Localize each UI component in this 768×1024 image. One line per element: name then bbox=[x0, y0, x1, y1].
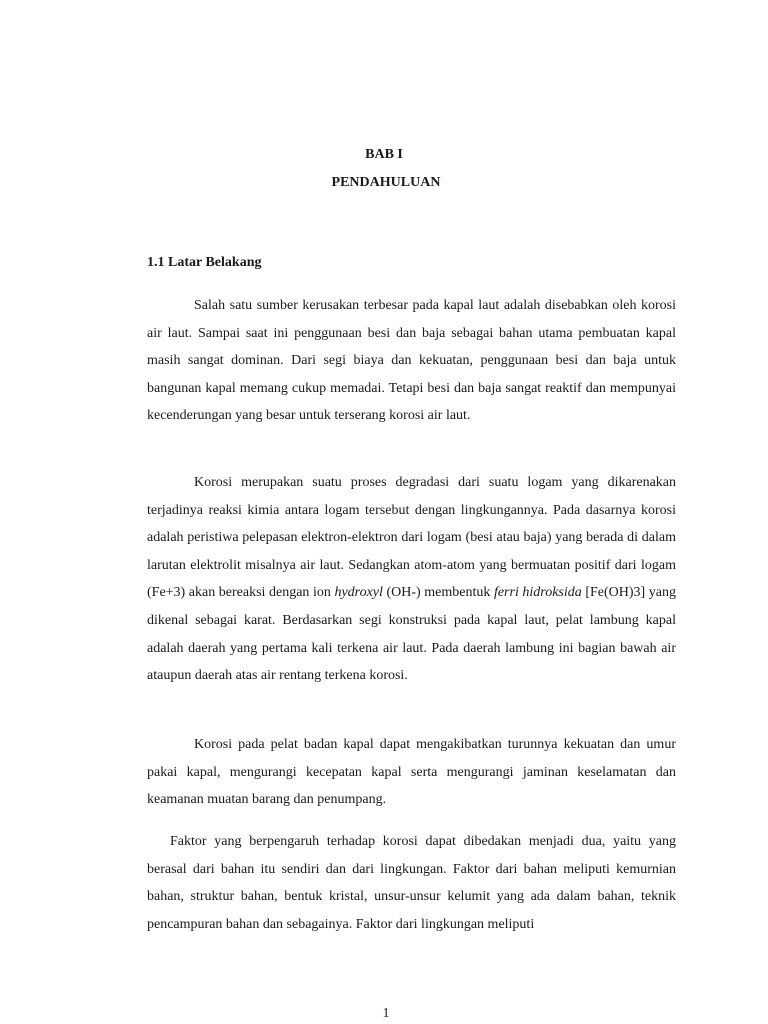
paragraph-2-text-c: [Fe(OH)3] yang dikenal sebagai karat. Berdasarkan segi konstruksi pada kapal laut, pelat lambung kapal adalah daerah yang pertama kali terkena air laut. Pada daerah lambung ini bagian bawah air ataupun daerah atas air rentang terkena korosi. bbox=[147, 585, 676, 684]
paragraph-2 bbox=[147, 469, 676, 690]
paragraph-4: Faktor yang berpengaruh terhadap korosi dapat dibedakan menjadi dua, yaitu yang berasal dari bahan itu sendiri dan dari lingkungan. Faktor dari bahan meliputi kemurnian bahan, struktur bahan, bentuk kristal, unsur-unsur kelumit yang ada dalam bahan, teknik pencampuran bahan dan sebagainya. Faktor dari lingkungan meliputi bbox=[147, 834, 676, 932]
chapter-title: PENDAHULUAN bbox=[331, 175, 441, 190]
paragraph-2-text-b: (OH-) membentuk bbox=[382, 585, 494, 601]
chapter-label: BAB I bbox=[365, 147, 403, 162]
paragraph-2-text-a: Korosi merupakan suatu proses degradasi dari suatu logam yang dikarenakan terjadinya reaksi kimia antara logam tersebut dengan lingkungannya. Pada dasarnya korosi adalah peristiwa pelepasan elektron-elektron dari logam (besi atau baja) yang berada di dalam larutan elektrolit misalnya air laut. Sedangkan atom-atom yang bermuatan positif dari logam (Fe+3) akan bereaksi dengan ion bbox=[147, 475, 676, 601]
term-ferri-hidroksida: ferri hidroksida bbox=[493, 585, 582, 601]
paragraph-1: Salah satu sumber kerusakan terbesar pada kapal laut adalah disebabkan oleh korosi air laut. Sampai saat ini penggunaan besi dan baja sebagai bahan utama pembuatan kapal masih sangat dominan. Dari segi biaya dan kekuatan, penggunaan besi dan baja untuk bangunan kapal memang cukup memadai. Tetapi besi dan baja sangat reaktif dan mempunyai kecenderungan yang besar untuk terserang korosi air laut. bbox=[147, 298, 676, 424]
section-heading: 1.1 Latar Belakang bbox=[147, 255, 262, 270]
page-number: 1 bbox=[382, 1006, 390, 1021]
paragraph-3: Korosi pada pelat badan kapal dapat mengakibatkan turunnya kekuatan dan umur pakai kapal, mengurangi kecepatan kapal serta mengurangi jaminan keselamatan dan keamanan muatan barang dan penumpang. bbox=[147, 737, 676, 808]
term-hydroxyl: hydroxyl bbox=[334, 585, 383, 601]
